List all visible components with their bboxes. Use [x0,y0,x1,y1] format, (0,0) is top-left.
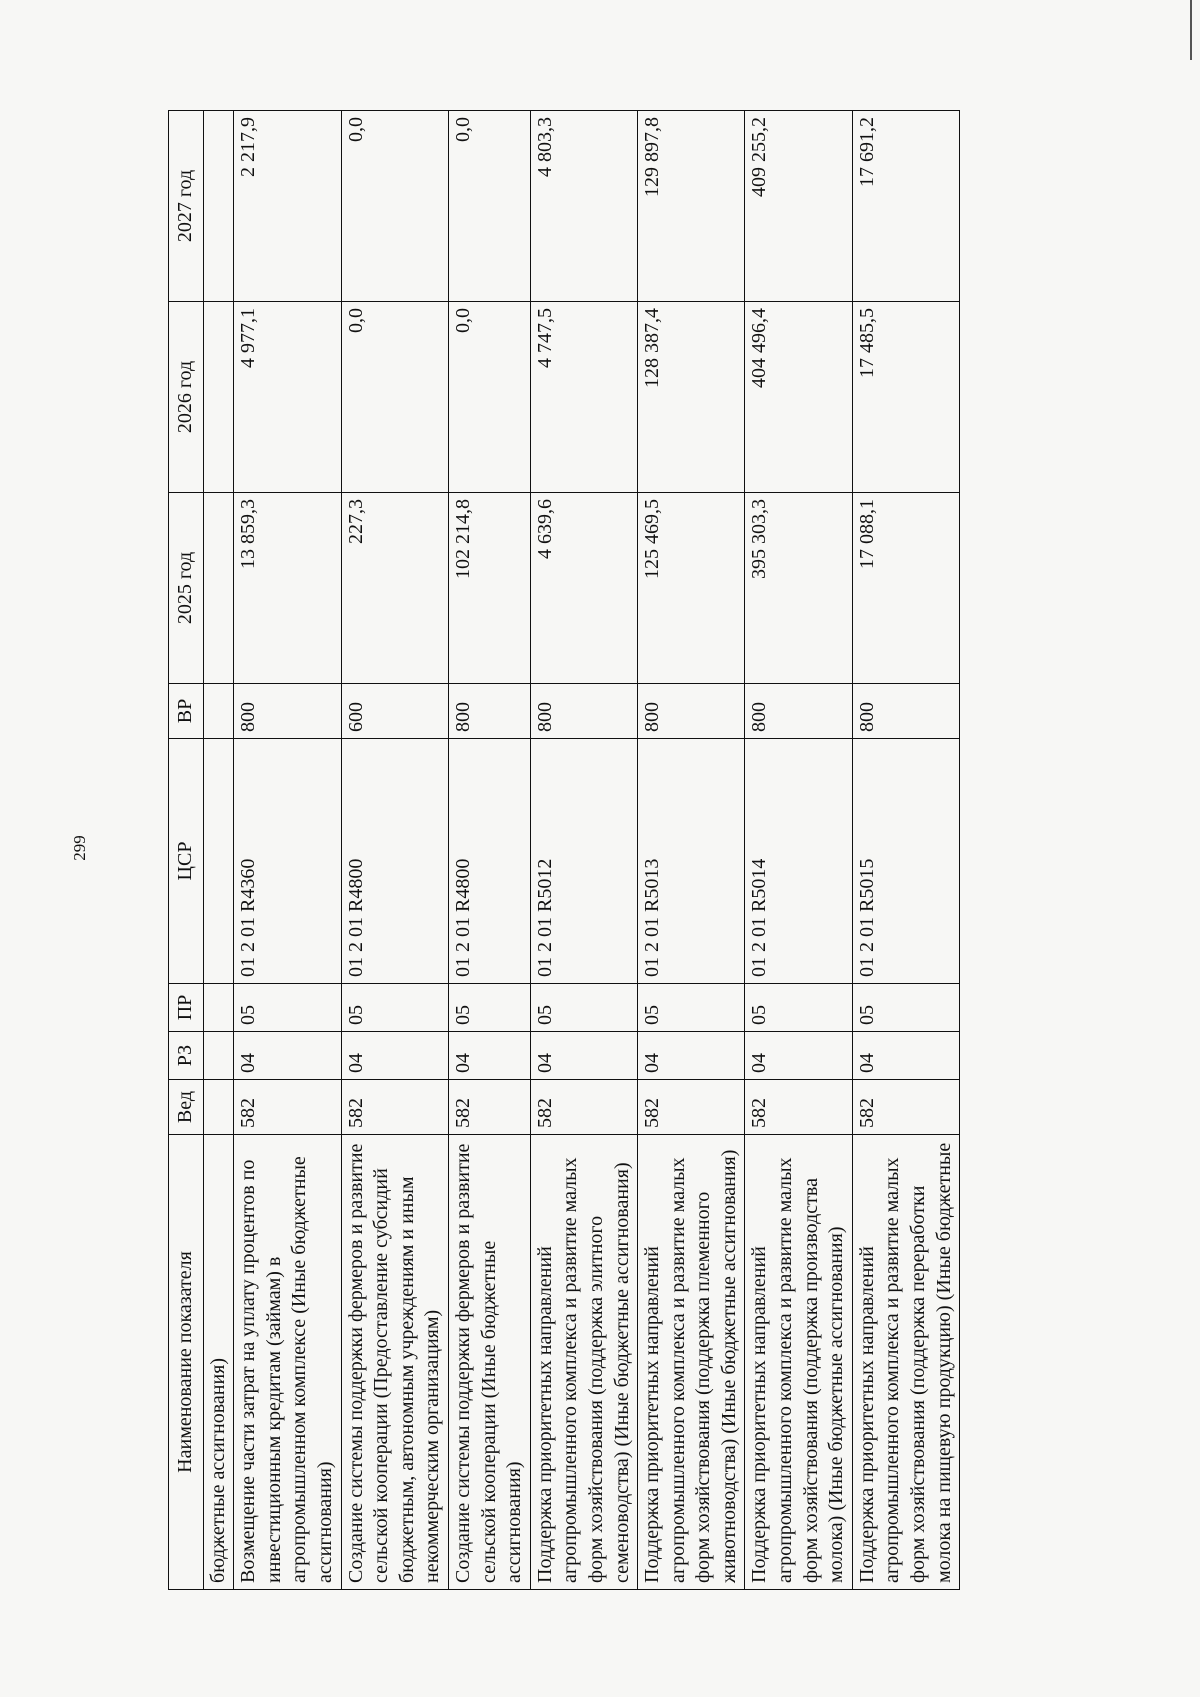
row-name: Поддержка приоритетных направлений агропромышленного комплекса и развитие малых форм хозяйствования (поддержка племенного животноводства) (Иные бюджетные ассигнования) [638,1135,745,1590]
row-csr: 01 2 01 R4360 [234,739,341,984]
row-ved: 582 [852,1080,959,1135]
row-2025: 17 088,1 [852,493,959,684]
empty-cell [203,111,234,302]
empty-cell [203,302,234,493]
row-rz: 04 [638,1032,745,1080]
row-rz: 04 [341,1032,448,1080]
row-2025: 227,3 [341,493,448,684]
empty-cell [203,739,234,984]
row-name: Поддержка приоритетных направлений агропромышленного комплекса и развитие малых форм хозяйствования (поддержка производства молока) (Иные бюджетные ассигнования) [745,1135,852,1590]
header-name: Наименование показателя [169,1135,204,1590]
row-rz: 04 [448,1032,530,1080]
header-2025: 2025 год [169,493,204,684]
row-name: Создание системы поддержки фермеров и развитие сельской кооперации (Предоставление субсидий бюджетным, автономным учреждениям и иным некоммерческим организациям) [341,1135,448,1590]
row-2027: 4 803,3 [530,111,637,302]
empty-cell [203,684,234,739]
row-2025: 102 214,8 [448,493,530,684]
row-2026: 0,0 [341,302,448,493]
row-rz: 04 [530,1032,637,1080]
row-2025: 395 303,3 [745,493,852,684]
row-2027: 0,0 [448,111,530,302]
header-pr: ПР [169,984,204,1032]
row-2027: 409 255,2 [745,111,852,302]
row-2025: 125 469,5 [638,493,745,684]
row-2026: 4 747,5 [530,302,637,493]
row-ved: 582 [530,1080,637,1135]
row-pr: 05 [852,984,959,1032]
row-pr: 05 [530,984,637,1032]
empty-cell [203,984,234,1032]
page-number: 299 [70,835,89,861]
row-vr: 800 [638,684,745,739]
row-vr: 800 [852,684,959,739]
row-pr: 05 [341,984,448,1032]
header-vr: ВР [169,684,204,739]
row-name: Поддержка приоритетных направлений агропромышленного комплекса и развитие малых форм хозяйствования (поддержка элитного семеноводства) (Иные бюджетные ассигнования) [530,1135,637,1590]
row-2026: 404 496,4 [745,302,852,493]
empty-cell [203,493,234,684]
row-csr: 01 2 01 R4800 [341,739,448,984]
table-row [341,111,448,1590]
table-row [745,111,852,1590]
row-name: Поддержка приоритетных направлений агропромышленного комплекса и развитие малых форм хозяйствования (поддержка переработки молока на пищевую продукцию) (Иные бюджетные [852,1135,959,1590]
table-row [638,111,745,1590]
continuation-text: бюджетные ассигнования) [203,1135,234,1590]
page-edge-mark [1190,0,1192,60]
budget-table [168,110,960,1590]
row-2026: 0,0 [448,302,530,493]
row-ved: 582 [341,1080,448,1135]
row-ved: 582 [234,1080,341,1135]
row-rz: 04 [745,1032,852,1080]
row-2025: 13 859,3 [234,493,341,684]
row-2026: 4 977,1 [234,302,341,493]
row-ved: 582 [448,1080,530,1135]
row-2026: 128 387,4 [638,302,745,493]
row-csr: 01 2 01 R5015 [852,739,959,984]
header-2026: 2026 год [169,302,204,493]
row-pr: 05 [448,984,530,1032]
row-vr: 800 [234,684,341,739]
row-pr: 05 [745,984,852,1032]
row-vr: 800 [448,684,530,739]
row-pr: 05 [638,984,745,1032]
row-csr: 01 2 01 R5012 [530,739,637,984]
row-vr: 800 [745,684,852,739]
table-row [448,111,530,1590]
rotated-table-container [168,110,1098,1590]
header-2027: 2027 год [169,111,204,302]
empty-cell [203,1080,234,1135]
row-rz: 04 [234,1032,341,1080]
row-name: Создание системы поддержки фермеров и развитие сельской кооперации (Иные бюджетные ассигнования) [448,1135,530,1590]
row-vr: 800 [530,684,637,739]
row-2027: 17 691,2 [852,111,959,302]
row-2027: 0,0 [341,111,448,302]
row-vr: 600 [341,684,448,739]
row-ved: 582 [745,1080,852,1135]
table-row-continuation [203,111,234,1590]
table-row [234,111,341,1590]
empty-cell [203,1032,234,1080]
row-csr: 01 2 01 R5014 [745,739,852,984]
row-csr: 01 2 01 R5013 [638,739,745,984]
row-2027: 2 217,9 [234,111,341,302]
table-header-row [169,111,204,1590]
row-name: Возмещение части затрат на уплату процентов по инвестиционным кредитам (займам) в агропромышленном комплексе (Иные бюджетные ассигнования) [234,1135,341,1590]
header-rz: РЗ [169,1032,204,1080]
header-ved: Вед [169,1080,204,1135]
row-csr: 01 2 01 R4800 [448,739,530,984]
header-csr: ЦСР [169,739,204,984]
table-row [852,111,959,1590]
table-row [530,111,637,1590]
row-ved: 582 [638,1080,745,1135]
row-rz: 04 [852,1032,959,1080]
row-pr: 05 [234,984,341,1032]
row-2025: 4 639,6 [530,493,637,684]
row-2026: 17 485,5 [852,302,959,493]
row-2027: 129 897,8 [638,111,745,302]
